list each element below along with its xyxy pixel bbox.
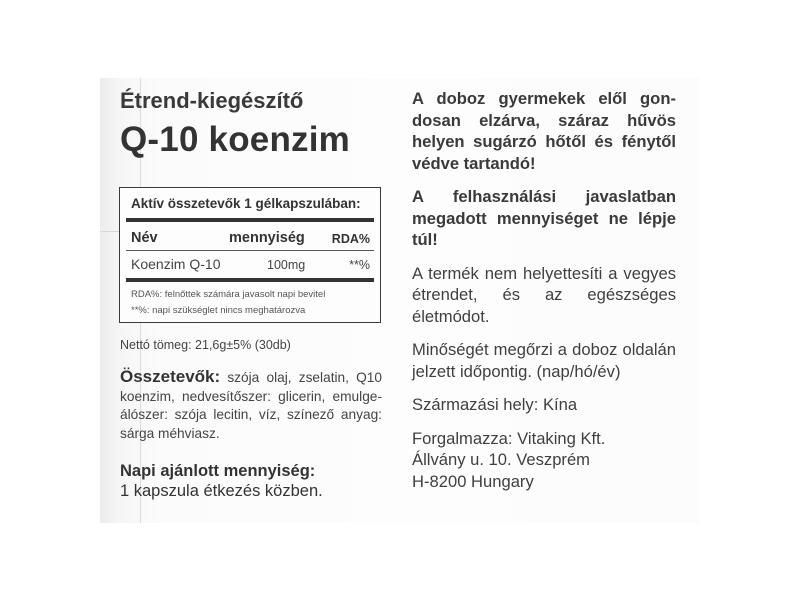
- col-header-rda: RDA%: [331, 232, 370, 246]
- ingredients-label: Összetevők:: [120, 367, 221, 386]
- nutrition-table: [119, 187, 381, 323]
- nutrition-heading: Aktív összetevők 1 gélkapszulában:: [131, 196, 361, 211]
- storage-warning: A doboz gyermekek elől gondosan elzárva, száraz hűvös helyen sugárzó hőtől és fénytől védve tartandó!: [412, 89, 676, 173]
- dosage-block: [120, 461, 390, 501]
- distributor-country: H-8200 Hungary: [412, 471, 534, 491]
- product-category: Étrend-kiegészítő: [120, 88, 304, 113]
- ingredients-block: [120, 368, 382, 443]
- origin: Származási hely: Kína: [412, 395, 578, 414]
- ingredient-amount: 100mg: [267, 258, 306, 272]
- divider-thick: [126, 218, 374, 222]
- distributor-name: Forgalmazza: Vitaking Kft.: [412, 428, 606, 448]
- dosage-warning: A felhasználási javaslatban megadott mennyiséget ne lépje túl!: [412, 187, 676, 249]
- label-left-column: [120, 88, 390, 160]
- divider-thick: [126, 278, 374, 282]
- net-weight: Nettó tömeg: 21,6g±5% (30db): [120, 338, 291, 352]
- divider-thin: [126, 250, 374, 251]
- ingredients-text: szója olaj, zselatin, Q10 koenzim, nedvesítőszer: glicerin, emulgeálószer: szója lecitin, víz, színező anyag: sárga méhviasz.: [120, 370, 382, 441]
- dosage-text: 1 kapszula étkezés közben.: [120, 482, 323, 500]
- ingredient-rda: **%: [349, 258, 370, 272]
- footnote-rda: RDA%: felnőttek számára javasolt napi bevitel: [131, 289, 326, 300]
- print-guide-tick: [100, 231, 120, 232]
- footnote-undefined: **%: napi szükséglet nincs meghatározva: [131, 305, 306, 316]
- product-title: Q-10 koenzim: [120, 120, 350, 159]
- best-before-note: Minőségét megőrzi a doboz oldalán jelzett időpontig. (nap/hó/év): [412, 340, 676, 381]
- distributor-block: [412, 428, 676, 493]
- dosage-label: Napi ajánlott mennyiség:: [120, 462, 316, 480]
- ingredient-name: Koenzim Q-10: [131, 256, 221, 272]
- diet-disclaimer: A termék nem helyettesíti a vegyes étrendet, és az egészséges életmódot.: [412, 263, 676, 326]
- col-header-name: Név: [131, 230, 158, 246]
- distributor-address: Állvány u. 10. Veszprém: [412, 450, 591, 469]
- label-right-column: [412, 88, 676, 492]
- col-header-amount: mennyiség: [229, 230, 305, 246]
